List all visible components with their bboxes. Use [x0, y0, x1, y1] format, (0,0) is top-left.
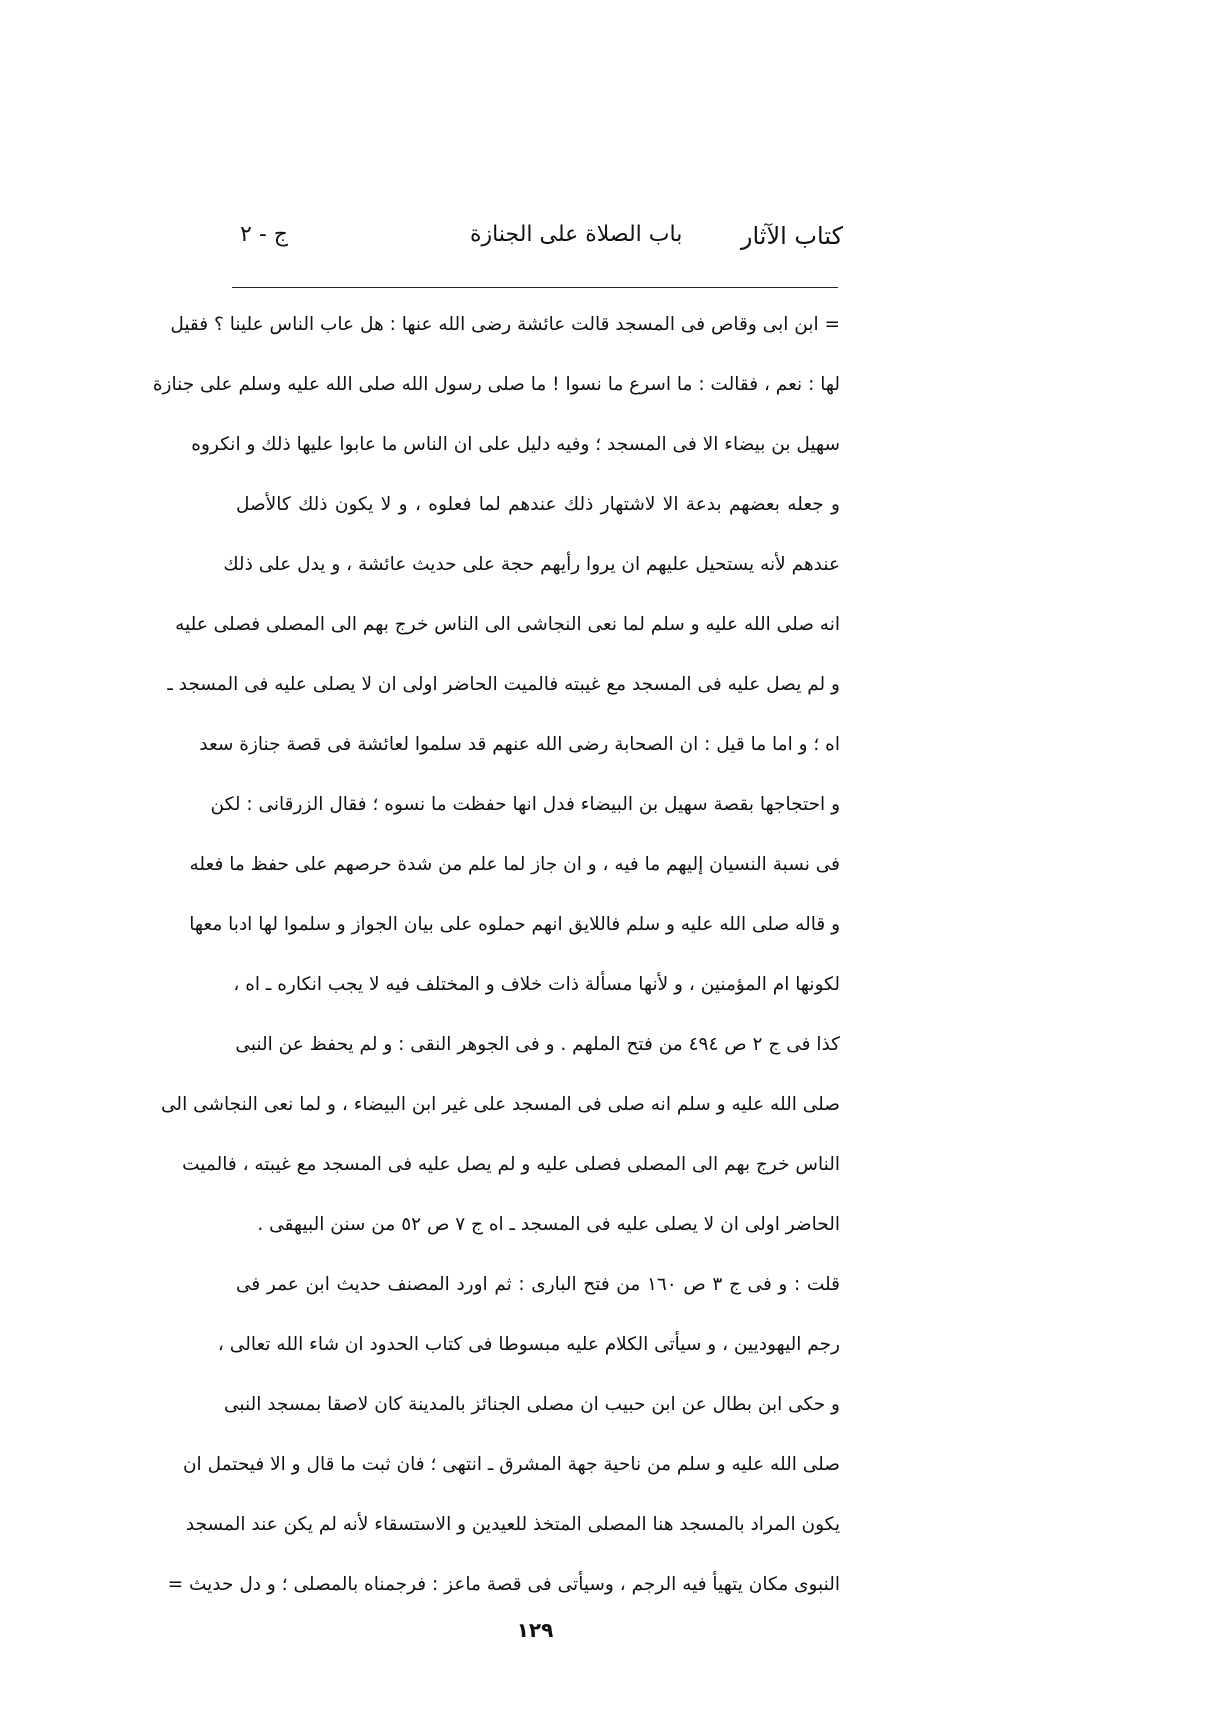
- chapter-title: باب الصلاة على الجنازة: [470, 222, 683, 247]
- text-line: لها : نعم ، فقالت : ما اسرع ما نسوا ! ما صلى رسول الله صلى الله عليه وسلم على جنازة: [152, 374, 840, 395]
- text-line: كذا فى ج ٢ ص ٤٩٤ من فتح الملهم . و فى الجوهر النقى : و لم يحفظ عن النبى: [235, 1034, 840, 1055]
- text-line: لكونها ام المؤمنين ، و لأنها مسألة ذات خلاف و المختلف فيه لا يجب انكاره ـ اه ،: [233, 974, 840, 995]
- text-line: قلت : و فى ج ٣ ص ١٦٠ من فتح البارى : ثم اورد المصنف حديث ابن عمر فى: [236, 1274, 840, 1295]
- text-line: يكون المراد بالمسجد هنا المصلى المتخذ للعيدين و الاستسقاء لأنه لم يكن عند المسجد: [185, 1514, 840, 1535]
- text-line: فى نسبة النسيان إليهم ما فيه ، و ان جاز لما علم من شدة حرصهم على حفظ ما فعله: [189, 854, 840, 875]
- text-line: صلى الله عليه و سلم من ناحية جهة المشرق ـ انتهى ؛ فان ثبت ما قال و الا فيحتمل ان: [182, 1454, 840, 1475]
- text-line: النبوى مكان يتهيأ فيه الرجم ، وسيأتى فى قصة ماعز : فرجمناه بالمصلى ؛ و دل حديث =: [167, 1574, 840, 1595]
- volume-number: ج - ٢: [240, 222, 288, 247]
- page-number: ١٢٩: [516, 1618, 554, 1642]
- header-divider: [232, 287, 838, 288]
- text-line: و جعله بعضهم بدعة الا لاشتهار ذلك عندهم لما فعلوه ، و لا يكون ذلك كالأصل: [236, 494, 840, 515]
- text-line: و لم يصل عليه فى المسجد مع غيبته فالميت الحاضر اولى ان لا يصلى عليه فى المسجد ـ: [167, 674, 840, 695]
- text-line: الناس خرج بهم الى المصلى فصلى عليه و لم يصل عليه فى المسجد مع غيبته ، فالميت: [182, 1154, 840, 1175]
- text-line: صلى الله عليه و سلم انه صلى فى المسجد على غير ابن البيضاء ، و لما نعى النجاشى الى: [161, 1094, 840, 1115]
- book-title: كتاب الآثار: [740, 222, 843, 250]
- text-line: اه ؛ و اما ما قيل : ان الصحابة رضى الله عنهم قد سلموا لعائشة فى قصة جنازة سعد: [199, 734, 840, 755]
- text-line: انه صلى الله عليه و سلم لما نعى النجاشى الى الناس خرج بهم الى المصلى فصلى عليه: [175, 614, 840, 635]
- page-body-text: [152, 303, 840, 1623]
- text-line: = ابن ابى وقاص فى المسجد قالت عائشة رضى الله عنها : هل عاب الناس علينا ؟ فقيل: [170, 314, 840, 335]
- text-line: الحاضر اولى ان لا يصلى عليه فى المسجد ـ اه ج ٧ ص ٥٢ من سنن البيهقى .: [257, 1214, 840, 1235]
- text-line: و احتجاجها بقصة سهيل بن البيضاء فدل انها حفظت ما نسوه ؛ فقال الزرقانى : لكن: [210, 794, 840, 815]
- text-line: رجم اليهوديين ، و سيأتى الكلام عليه مبسوطا فى كتاب الحدود ان شاء الله تعالى ،: [217, 1334, 840, 1355]
- text-line: سهيل بن بيضاء الا فى المسجد ؛ وفيه دليل على ان الناس ما عابوا عليها ذلك و انكروه: [191, 434, 840, 455]
- text-line: و حكى ابن بطال عن ابن حبيب ان مصلى الجنائز بالمدينة كان لاصقا بمسجد النبى: [223, 1394, 840, 1415]
- text-line: و قاله صلى الله عليه و سلم فاللايق انهم حملوه على بيان الجواز و سلموا لها ادبا معها: [189, 914, 840, 935]
- text-line: عندهم لأنه يستحيل عليهم ان يروا رأيهم حجة على حديث عائشة ، و يدل على ذلك: [223, 554, 840, 575]
